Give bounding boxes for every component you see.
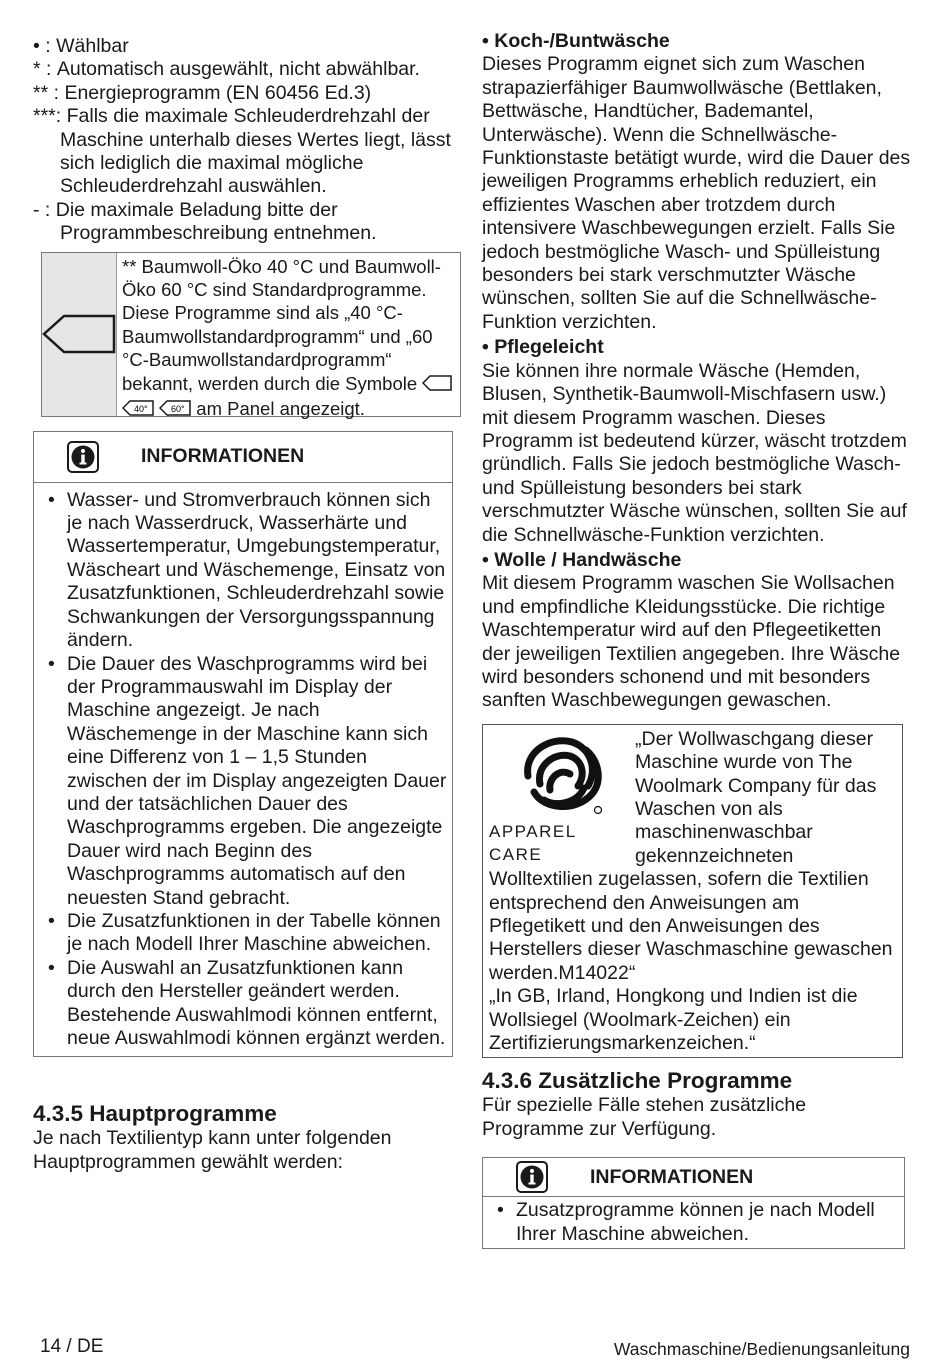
note-text-block bbox=[117, 253, 460, 419]
footnote-continuation: Maschine unterhalb dieses Wertes liegt, lässt sich lediglich die maximal mögliche Schleuderdrehzahl auswählen. bbox=[60, 128, 451, 198]
tag-60-label: 60° bbox=[171, 403, 185, 414]
list-item-text: Die Auswahl an Zusatzfunktionen kann durch den Hersteller geändert werden. Bestehende Auswahlmodi können entfernt, neue Auswahlmodi können ergänzt werden. bbox=[67, 956, 446, 1049]
footnote bbox=[33, 82, 453, 105]
woolmark-caption: APPAREL CARE bbox=[489, 821, 577, 865]
tag-60-symbol-icon bbox=[159, 398, 191, 421]
footnote-text: Automatisch ausgewählt, nicht abwählbar. bbox=[56, 58, 420, 81]
standard-program-note bbox=[41, 252, 461, 417]
note-text-after: am Panel angezeigt. bbox=[196, 397, 365, 419]
woolmark-quote-top: „Der Wollwaschgang dieser Maschine wurde von The Woolmark Company für das Waschen von als maschinenwaschbar gekennzeichneten bbox=[635, 727, 877, 867]
footnote-text: Die maximale Beladung bitte der bbox=[55, 198, 338, 221]
footnote-mark: ***: bbox=[33, 105, 67, 128]
tag-symbol-icon bbox=[422, 373, 452, 396]
footnote-mark: * : bbox=[33, 58, 57, 81]
list-item: • Zusatzprogramme können je nach Modell Ihrer Maschine abweichen. bbox=[497, 1199, 900, 1246]
info-list bbox=[483, 1197, 904, 1248]
info-box-header bbox=[483, 1158, 904, 1197]
tag-40-label: 40° bbox=[134, 403, 148, 414]
woolmark-icon bbox=[514, 728, 610, 818]
section-body: Für spezielle Fälle stehen zusätzliche Programme zur Verfügung. bbox=[482, 1094, 807, 1140]
woolmark-logo bbox=[489, 728, 635, 868]
footnote-mark: • : bbox=[33, 35, 57, 57]
section-heading: 4.3.5 Hauptprogramme bbox=[33, 1101, 277, 1127]
info-box-title: INFORMATIONEN bbox=[141, 444, 305, 467]
footnote-continuation: Programmbeschreibung entnehmen. bbox=[60, 222, 377, 245]
program-title: • Wolle / Handwäsche bbox=[482, 548, 682, 571]
list-item-text: Die Dauer des Waschprogramms wird bei der Programmauswahl im Display der Maschine angezeigt. Je nach Wäschemenge in der Maschine kann sich eine Differenz von 1 – 1,5 Stunden zwischen der im Display angezeigten Dauer und der tatsächlichen Dauer des Waschprogramms ergeben. Die angezeigte Dauer wird nach Beginn des Waschprogramms automatisch auf den neuesten Stand gebracht. bbox=[67, 652, 447, 909]
info-icon bbox=[516, 1161, 548, 1193]
info-icon bbox=[67, 441, 99, 473]
list-item-text: Wasser- und Stromverbrauch können sich je nach Wasserdruck, Wasserhärte und Wassertemperatur, Umgebungstemperatur, Wäscheart und Wäschemenge, Einsatz von Zusatzfunktionen, Schleuderdrehzahl sowie Schwankungen der Versorgungsspannung ändern. bbox=[67, 488, 446, 652]
tag-40-symbol-icon bbox=[122, 398, 154, 421]
program-description bbox=[482, 549, 912, 713]
document-title: Waschmaschine/Bedienungsanleitung bbox=[613, 1339, 910, 1359]
left-column bbox=[33, 35, 453, 1174]
woolmark-quote-rest: Wolltextilien zugelassen, sofern die Textilien entsprechend den Anweisungen am Pflegetikett und den Anweisungen des Herstellers dieser Waschmaschine gewaschen werden.M14022“ bbox=[489, 868, 893, 984]
list-item: • Die Zusatzfunktionen in der Tabelle können je nach Modell Ihrer Maschine abweichen. bbox=[48, 910, 448, 957]
list-item: • Wasser- und Stromverbrauch können sich je nach Wasserdruck, Wasserhärte und Wassertemperatur, Umgebungstemperatur, Wäscheart und Wäschemenge, Einsatz von Zusatzfunktionen, Schleuderdrehzahl sowie Schwankungen der Versorgungsspannung ändern. bbox=[48, 489, 448, 653]
right-column bbox=[482, 30, 912, 1249]
page-number: 14 / DE bbox=[40, 1336, 104, 1357]
main-programs-section bbox=[33, 1101, 453, 1174]
list-item: • Die Auswahl an Zusatzfunktionen kann durch den Hersteller geändert werden. Bestehende Auswahlmodi können entfernt, neue Auswahlmodi können ergänzt werden. bbox=[48, 957, 448, 1051]
program-description bbox=[482, 336, 912, 547]
section-heading: 4.3.6 Zusätzliche Programme bbox=[482, 1068, 793, 1094]
woolmark-quote-2: „In GB, Irland, Hongkong und Indien ist die Wollsiegel (Woolmark-Zeichen) ein Zertifizierungsmarkenzeichen.“ bbox=[489, 985, 858, 1055]
list-item-text: Die Zusatzfunktionen in der Tabelle können je nach Modell Ihrer Maschine abweichen. bbox=[67, 909, 441, 956]
info-box-title: INFORMATIONEN bbox=[590, 1165, 754, 1188]
note-tag-icon bbox=[42, 253, 117, 416]
footnote-text: Falls die maximale Schleuderdrehzahl der bbox=[66, 105, 430, 128]
footnote-mark: ** : bbox=[33, 81, 65, 104]
program-body: Sie können ihre normale Wäsche (Hemden, Blusen, Synthetik-Baumwoll-Mischfasern usw.) mit diesem Programm waschen. Dieses Programm ist bedeutend kürzer, wäscht trotzdem gründlich. Falls Sie jedoch bestmögliche Wasch- und Spülleistung besonders bei stark verschmutzter Wäsche wünschen, sollten Sie auf die Schnellwäsche-Funktion verzichten. bbox=[482, 359, 907, 546]
program-description bbox=[482, 30, 912, 334]
additional-programs-section bbox=[482, 1068, 912, 1141]
program-body: Mit diesem Programm waschen Sie Wollsachen und empfindliche Kleidungsstücke. Die richtige Waschtemperatur wird auf den Pflegeetiketten der jeweiligen Textilien angegeben. Ihre Wäsche wird besonders schonend und mit besonders sanften Waschbewegungen gewaschen. bbox=[482, 572, 901, 712]
info-box-header bbox=[34, 432, 452, 483]
footnote bbox=[33, 58, 453, 81]
footnote-text: Wählbar bbox=[56, 35, 129, 57]
footnote-mark: - : bbox=[33, 198, 56, 221]
info-box bbox=[482, 1157, 905, 1249]
info-list bbox=[34, 483, 452, 1057]
program-title: • Pflegeleicht bbox=[482, 336, 604, 359]
note-text: ** Baumwoll-Öko 40 °C und Baumwoll-Öko 60 °C sind Standardprogramme. Diese Programme sind als „40 °C-Baumwollstandardprogramm“ und „60 °C-Baumwollstandardprogramm“ bekannt, werden durch die Symbole bbox=[122, 255, 441, 394]
woolmark-box bbox=[482, 724, 903, 1059]
info-box bbox=[33, 431, 453, 1058]
footnote bbox=[33, 35, 453, 58]
program-title: • Koch-/Buntwäsche bbox=[482, 30, 670, 52]
footnote-text: Energieprogramm (EN 60456 Ed.3) bbox=[64, 81, 372, 104]
list-item: • Die Dauer des Waschprogramms wird bei der Programmauswahl im Display der Maschine angezeigt. Je nach Wäschemenge in der Maschine kann sich eine Differenz von 1 – 1,5 Stunden zwischen der im Display angezeigten Dauer und der tatsächlichen Dauer des Waschprogramms ergeben. Die angezeigte Dauer wird nach Beginn des Waschprogramms automatisch auf den neuesten Stand gebracht. bbox=[48, 652, 447, 909]
footnote-list bbox=[33, 35, 453, 246]
footnote bbox=[33, 105, 453, 128]
woolmark-top bbox=[489, 728, 896, 868]
program-body: Dieses Programm eignet sich zum Waschen strapazierfähiger Baumwollwäsche (Bettlaken, Bettwäsche, Handtücher, Bademantel, Unterwäsche). Wenn die Schnellwäsche-Funktionstaste betätigt wurde, wird die Dauer des jeweiligen Programms erheblich reduziert, ein effizientes Waschen aber trotzdem durch intensivere Waschbewegungen erzielt. Falls Sie jedoch bestmögliche Wasch- und Spülleistung besonders bei stark verschmutzter Wäsche wünschen, sollten Sie auf die Schnellwäsche-Funktion verzichten. bbox=[482, 53, 911, 333]
footnote bbox=[33, 199, 453, 222]
section-body: Je nach Textilientyp kann unter folgenden Hauptprogrammen gewählt werden: bbox=[33, 1127, 392, 1173]
list-item-text: Zusatzprogramme können je nach Modell Ihrer Maschine abweichen. bbox=[516, 1199, 875, 1245]
